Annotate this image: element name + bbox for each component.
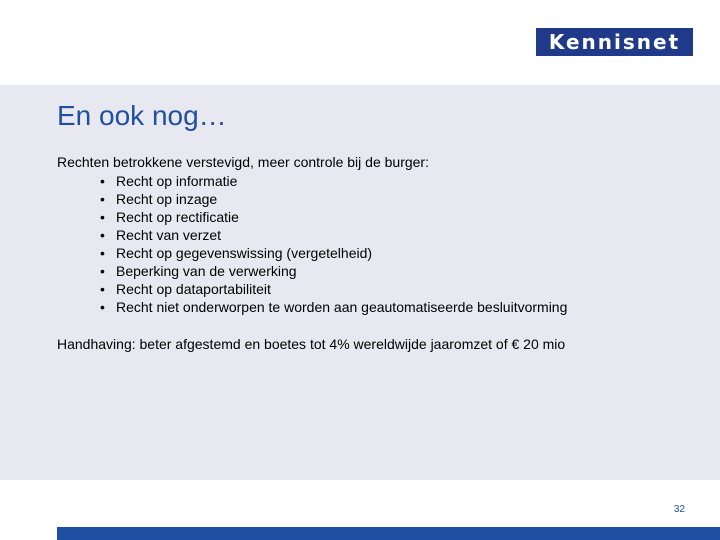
footer-bar xyxy=(57,527,720,540)
list-item: • Recht op inzage xyxy=(100,190,567,208)
intro-text: Rechten betrokkene verstevigd, meer controle bij de burger: xyxy=(57,154,429,170)
list-item: • Recht van verzet xyxy=(100,226,567,244)
list-item: • Recht niet onderworpen te worden aan geautomatiseerde besluitvorming xyxy=(100,298,567,316)
list-item: • Recht op dataportabiliteit xyxy=(100,280,567,298)
slide-title: En ook nog… xyxy=(57,100,227,131)
list-item: • Beperking van de verwerking xyxy=(100,262,567,280)
page-number: 32 xyxy=(673,504,685,515)
kennisnet-logo: Kennisnet xyxy=(536,28,693,56)
list-item: • Recht op informatie xyxy=(100,172,567,190)
rights-list xyxy=(100,172,567,316)
enforcement-text: Handhaving: beter afgestemd en boetes tot 4% wereldwijde jaaromzet of € 20 mio xyxy=(57,336,566,352)
list-item: • Recht op rectificatie xyxy=(100,208,567,226)
list-item: • Recht op gegevenswissing (vergetelheid) xyxy=(100,244,567,262)
